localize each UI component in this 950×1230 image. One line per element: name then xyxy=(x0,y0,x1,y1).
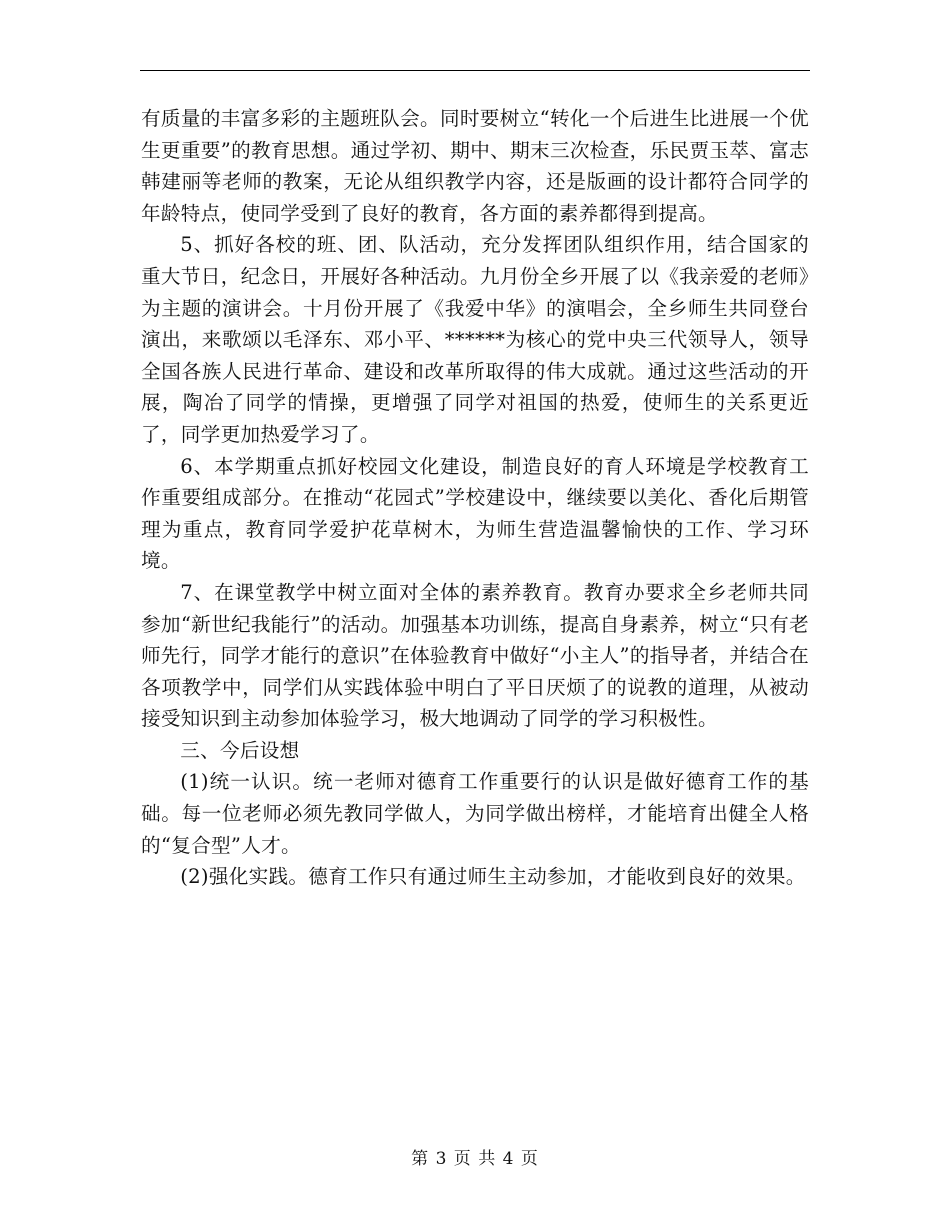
paragraph-item-7: 7、在课堂教学中树立面对全体的素养教育。教育办要求全乡老师共同参加“新世纪我能行”的活动。加强基本功训练，提高自身素养，树立“只有老师先行，同学才能行的意识”在体验教育中做好“小主人”的指导者，并结合在各项教学中，同学们从实践体验中明白了平日厌烦了的说教的道理，从被动接受知识到主动参加体验学习，极大地调动了同学的学习积极性。 xyxy=(141,580,809,731)
page-number-footer: 第 3 页 共 4 页 xyxy=(411,1149,539,1169)
document-body xyxy=(141,103,809,893)
paragraph-continuation: 有质量的丰富多彩的主题班队会。同时要树立“转化一个后进生比进展一个优生更重要”的教育思想。通过学初、期中、期末三次检查，乐民贾玉萃、富志韩建丽等老师的教案，无论从组织教学内容，还是版画的设计都符合同学的年龄特点，使同学受到了良好的教育，各方面的素养都得到提高。 xyxy=(141,107,809,225)
section-heading-future-plans: 三、今后设想 xyxy=(180,738,300,762)
paragraph-plan-2: (2)强化实践。德育工作只有通过师生主动参加，才能收到良好的效果。 xyxy=(180,865,806,889)
header-rule xyxy=(140,70,810,71)
paragraph-item-6: 6、本学期重点抓好校园文化建设，制造良好的育人环境是学校教育工作重要组成部分。在推动“花园式”学校建设中，继续要以美化、香化后期管理为重点，教育同学爱护花草树木，为师生营造温馨愉快的工作、学习环境。 xyxy=(141,454,809,573)
paragraph-plan-1: (1)统一认识。统一老师对德育工作重要行的认识是做好德育工作的基础。每一位老师必须先教同学做人，为同学做出榜样，才能培育出健全人格的“复合型”人才。 xyxy=(141,770,809,857)
paragraph-item-5: 5、抓好各校的班、团、队活动，充分发挥团队组织作用，结合国家的重大节日，纪念日，开展好各种活动。九月份全乡开展了以《我亲爱的老师》为主题的演讲会。十月份开展了《我爱中华》的演唱会，全乡师生共同登台演出，来歌颂以毛泽东、邓小平、******为核心的党中央三代领导人，领导全国各族人民进行革命、建设和改革所取得的伟大成就。通过这些活动的开展，陶冶了同学的情操，更增强了同学对祖国的热爱，使师生的关系更近了，同学更加热爱学习了。 xyxy=(141,233,809,446)
